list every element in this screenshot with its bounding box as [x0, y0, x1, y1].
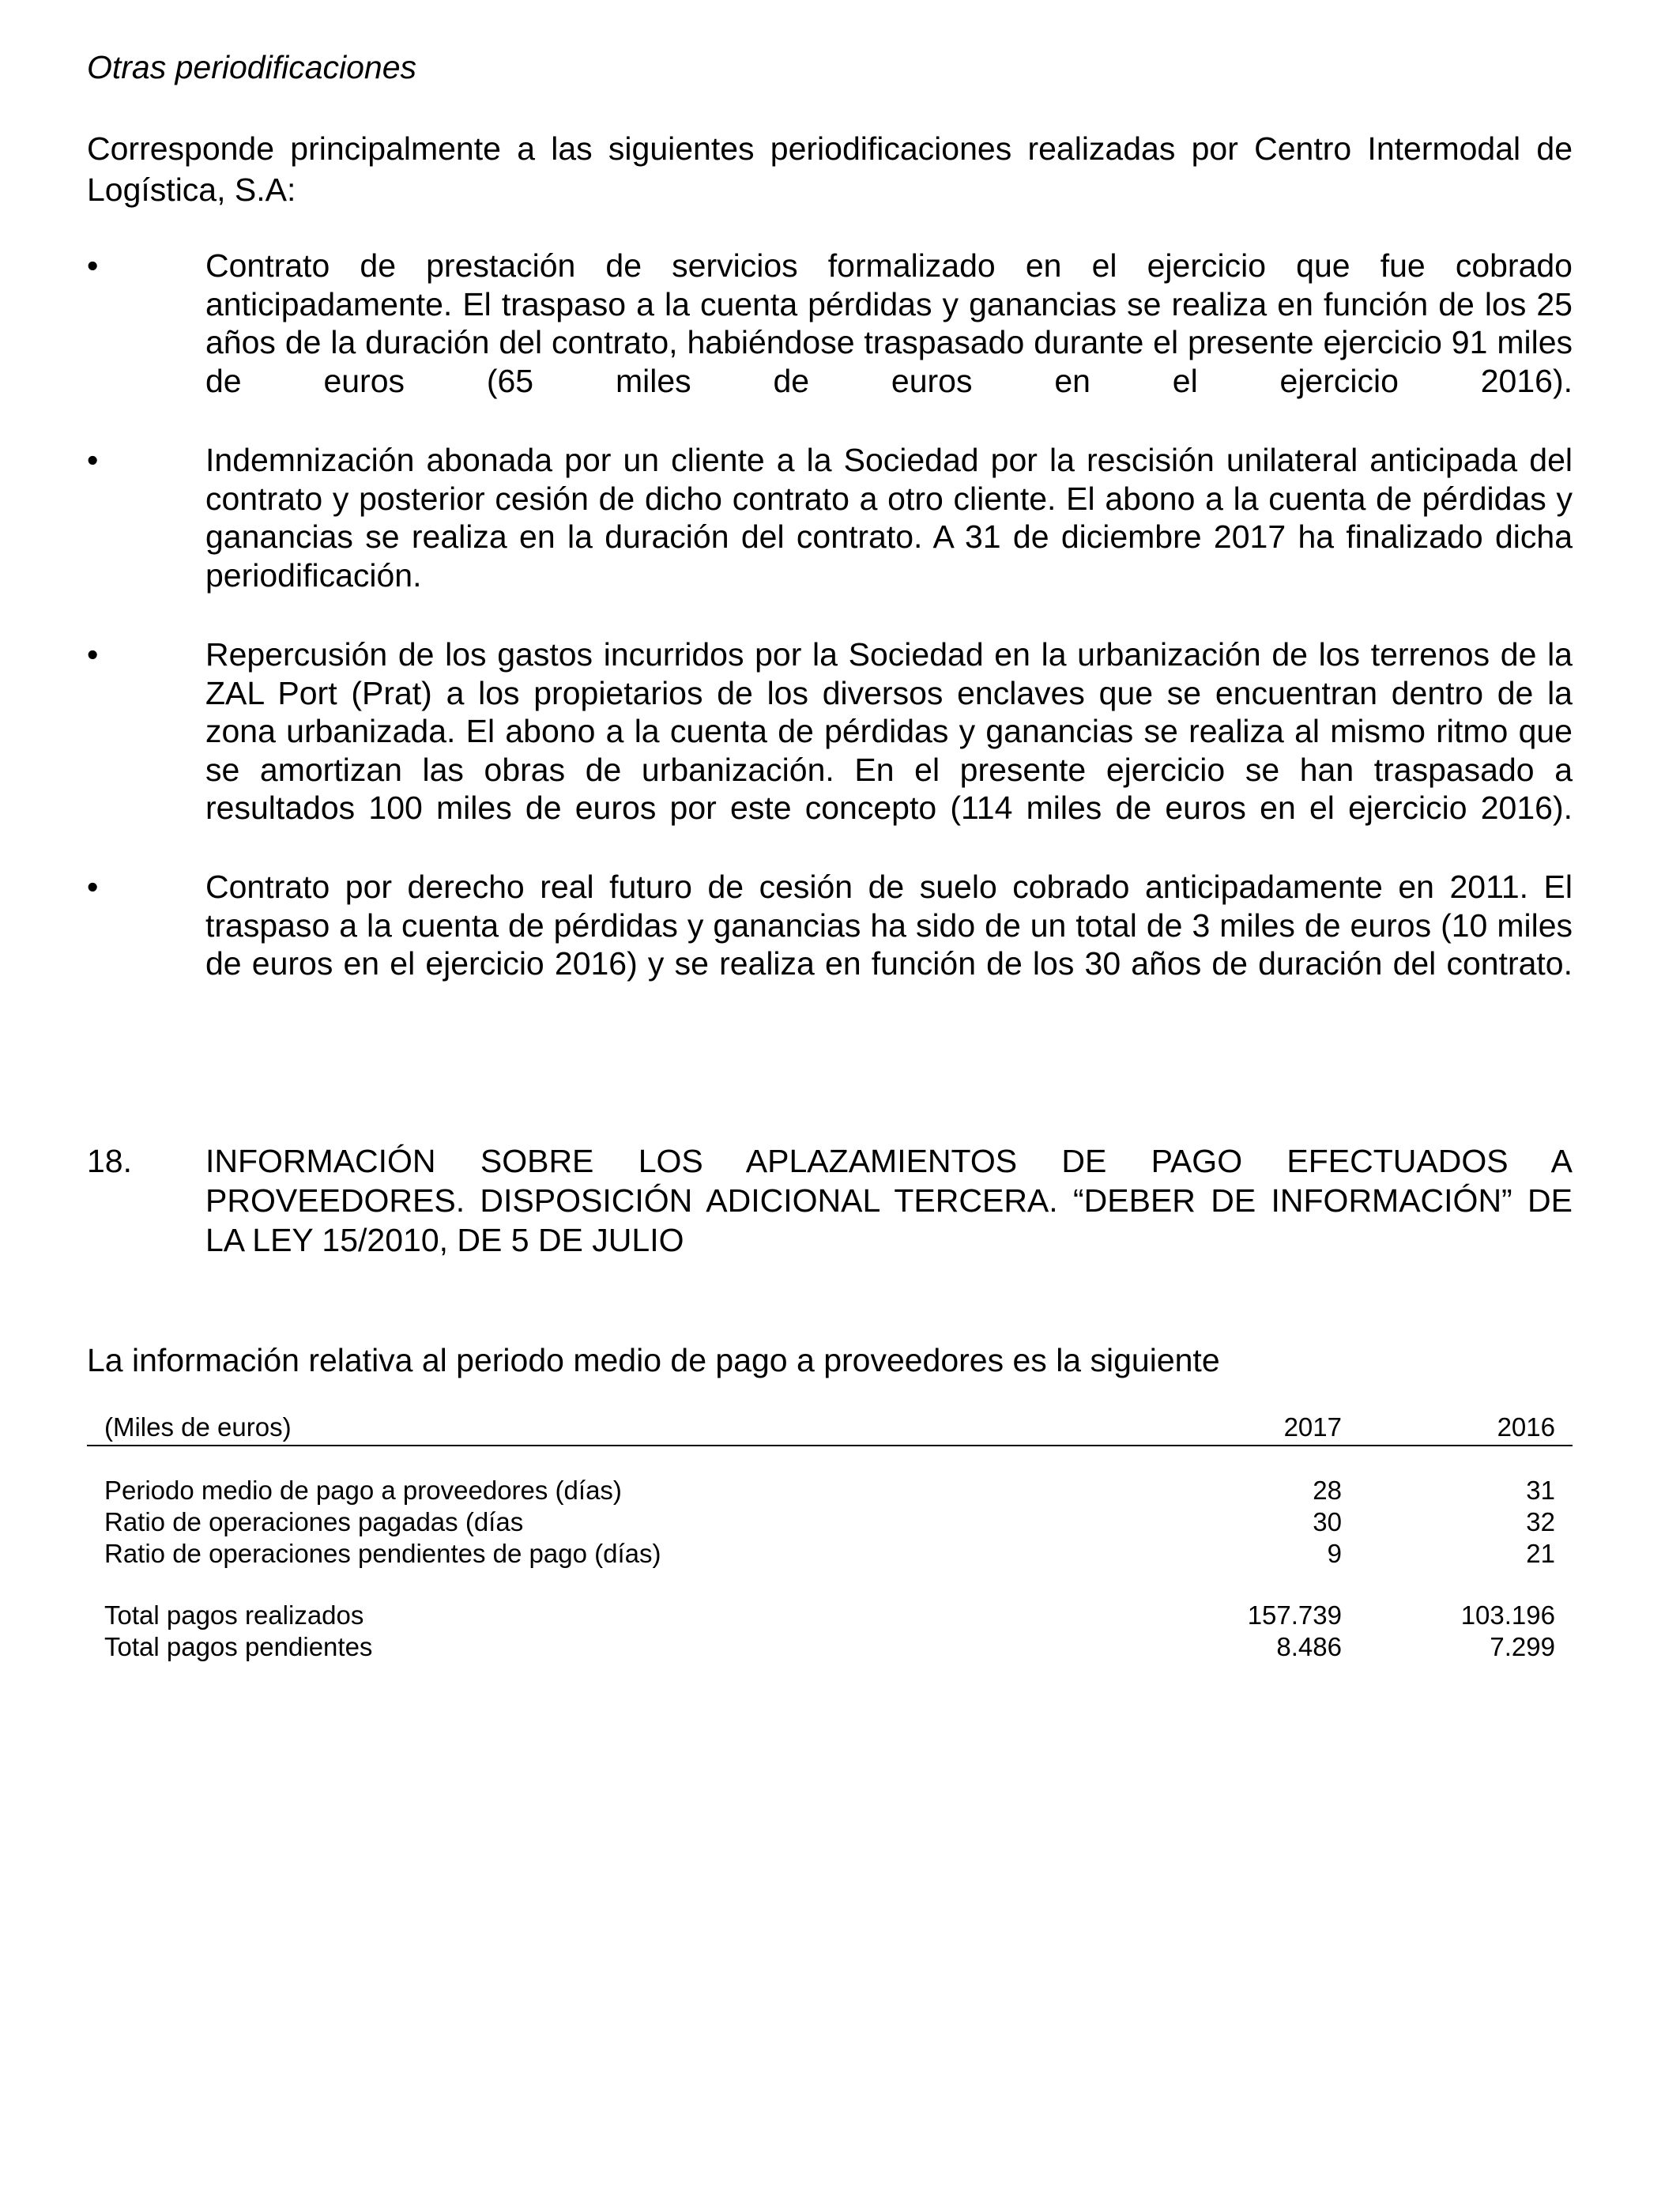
note-title: INFORMACIÓN SOBRE LOS APLAZAMIENTOS DE PAGO EFECTUADOS A PROVEEDORES. DISPOSICIÓN ADICIONAL TERCERA. “DEBER DE INFORMACIÓN” DE LA LEY 15/2010, DE 5 DE JULIO: [205, 1143, 1573, 1258]
header-2016: 2016: [1497, 1412, 1555, 1442]
table-row: [87, 1475, 1573, 1506]
row-label: Periodo medio de pago a proveedores (días): [104, 1476, 622, 1505]
section-heading: Otras periodificaciones: [87, 49, 417, 85]
table-row: [87, 1538, 1573, 1570]
value-2016: 31: [1526, 1476, 1555, 1505]
row-label: Ratio de operaciones pendientes de pago (días): [104, 1539, 661, 1568]
bullet-icon: •: [87, 869, 99, 905]
row-label: Ratio de operaciones pagadas (días: [104, 1507, 524, 1536]
table-spacer: [87, 1446, 1573, 1475]
intro-paragraph: Corresponde principalmente a las siguientes periodificaciones realizadas por Centro Intermodal de Logística, S.A:: [87, 130, 1573, 208]
list-item-text: Repercusión de los gastos incurridos por la Sociedad en la urbanización de los terrenos de la ZAL Port (Prat) a los propietarios de los diversos enclaves que se encuentran dentro de la zona urbanizada. El abono a la cuenta de pérdidas y ganancias se realiza al mismo ritmo que se amortizan las obras de urbanización. En el presente ejercicio se han traspasado a resultados 100 miles de euros por este concepto (114 miles de euros en el ejercicio 2016).: [205, 636, 1573, 826]
bullet-icon: •: [87, 636, 99, 673]
table-row: [87, 1631, 1573, 1663]
bullet-icon: •: [87, 247, 99, 284]
table-row: [87, 1600, 1573, 1631]
list-item-text: Contrato de prestación de servicios formalizado en el ejercicio que fue cobrado anticipadamente. El traspaso a la cuenta pérdidas y ganancias se realiza en función de los 25 años de la duración del contrato, habiéndose traspasado durante el presente ejercicio 91 miles de euros (65 miles de euros en el ejercicio 2016).: [205, 247, 1573, 399]
value-2017: 30: [1313, 1507, 1342, 1536]
value-2016: 103.196: [1460, 1600, 1555, 1630]
list-item-text: Contrato por derecho real futuro de cesión de suelo cobrado anticipadamente en 2011. El traspaso a la cuenta de pérdidas y ganancias ha sido de un total de 3 miles de euros (10 miles de euros en el ejercicio 2016) y se realiza en función de los 30 años de duración del contrato.: [205, 869, 1573, 982]
table-row: [87, 1506, 1573, 1538]
row-label: Total pagos realizados: [104, 1600, 364, 1630]
header-units: (Miles de euros): [104, 1412, 292, 1442]
row-label: Total pagos pendientes: [104, 1632, 373, 1661]
table-spacer: [87, 1570, 1573, 1600]
value-2016: 32: [1526, 1507, 1555, 1536]
value-2016: 7.299: [1490, 1632, 1555, 1661]
note-number: 18.: [87, 1143, 132, 1179]
bullet-icon: •: [87, 442, 99, 478]
table-lead-text: La información relativa al periodo medio de pago a proveedores es la siguiente: [87, 1342, 1220, 1378]
table-header-row: [87, 1412, 1573, 1446]
value-2017: 28: [1313, 1476, 1342, 1505]
payment-period-table: [87, 1412, 1573, 1663]
list-item-text: Indemnización abonada por un cliente a la Sociedad por la rescisión unilateral anticipada del contrato y posterior cesión de dicho contrato a otro cliente. El abono a la cuenta de pérdidas y ganancias se realiza en la duración del contrato. A 31 de diciembre 2017 ha finalizado dicha periodificación.: [205, 442, 1573, 594]
value-2016: 21: [1526, 1539, 1555, 1568]
value-2017: 157.739: [1247, 1600, 1342, 1630]
value-2017: 9: [1327, 1539, 1342, 1568]
header-2017: 2017: [1283, 1412, 1342, 1442]
value-2017: 8.486: [1276, 1632, 1342, 1661]
